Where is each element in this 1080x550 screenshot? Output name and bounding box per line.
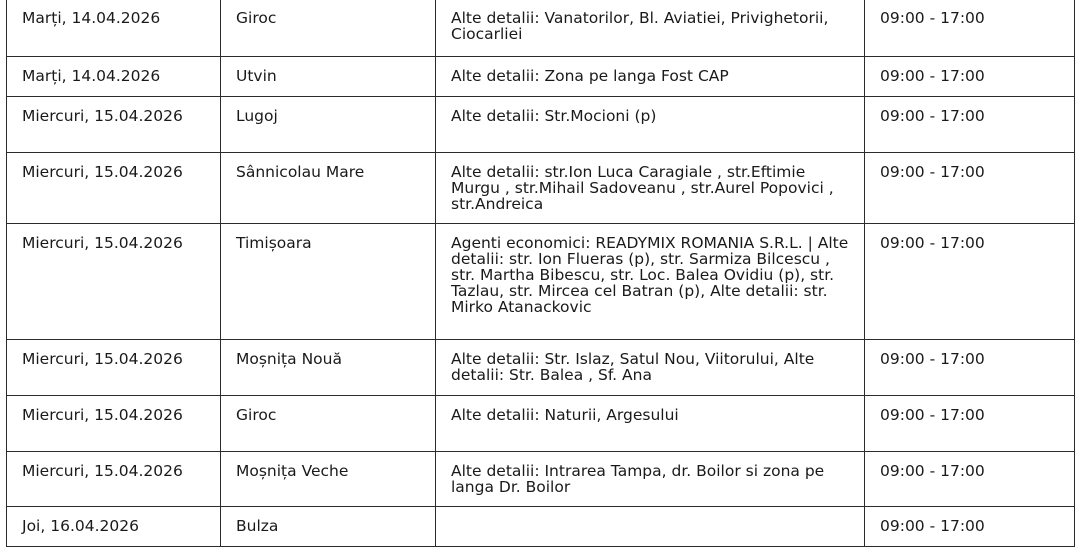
time-cell: 09:00 - 17:00 xyxy=(865,97,1075,153)
time-cell: 09:00 - 17:00 xyxy=(865,153,1075,224)
table-row xyxy=(7,340,1075,396)
details-cell: Alte detalii: Vanatorilor, Bl. Aviatiei, Privighetorii, Ciocarliei xyxy=(436,0,865,57)
location-cell: Sânnicolau Mare xyxy=(221,153,436,224)
time-cell: 09:00 - 17:00 xyxy=(865,507,1075,547)
details-cell: Alte detalii: Str. Islaz, Satul Nou, Viitorului, Alte detalii: Str. Balea , Sf. Ana xyxy=(436,340,865,396)
date-cell: Marți, 14.04.2026 xyxy=(7,57,221,97)
time-cell: 09:00 - 17:00 xyxy=(865,396,1075,452)
location-cell: Bulza xyxy=(221,507,436,547)
table-row xyxy=(7,97,1075,153)
location-cell: Moșnița Veche xyxy=(221,452,436,507)
location-cell: Giroc xyxy=(221,0,436,57)
table-row xyxy=(7,224,1075,340)
outage-schedule-table xyxy=(6,0,1075,547)
details-cell: Alte detalii: Zona pe langa Fost CAP xyxy=(436,57,865,97)
table-row xyxy=(7,153,1075,224)
date-cell: Miercuri, 15.04.2026 xyxy=(7,224,221,340)
date-cell: Marți, 14.04.2026 xyxy=(7,0,221,57)
table-row xyxy=(7,57,1075,97)
date-cell: Joi, 16.04.2026 xyxy=(7,507,221,547)
table-row xyxy=(7,452,1075,507)
time-cell: 09:00 - 17:00 xyxy=(865,452,1075,507)
table-row xyxy=(7,0,1075,57)
table-row xyxy=(7,507,1075,547)
date-cell: Miercuri, 15.04.2026 xyxy=(7,396,221,452)
details-cell: Alte detalii: Str.Mocioni (p) xyxy=(436,97,865,153)
details-cell: Agenti economici: READYMIX ROMANIA S.R.L. | Alte detalii: str. Ion Flueras (p), str. Sarmiza Bilcescu , str. Martha Bibescu, str. Loc. Balea Ovidiu (p), str. Tazlau, str. Mircea cel Batran (p), Alte detalii: str. Mirko Atanackovic xyxy=(436,224,865,340)
location-cell: Utvin xyxy=(221,57,436,97)
date-cell: Miercuri, 15.04.2026 xyxy=(7,153,221,224)
table-row xyxy=(7,396,1075,452)
location-cell: Timișoara xyxy=(221,224,436,340)
time-cell: 09:00 - 17:00 xyxy=(865,340,1075,396)
date-cell: Miercuri, 15.04.2026 xyxy=(7,340,221,396)
time-cell: 09:00 - 17:00 xyxy=(865,0,1075,57)
details-cell: Alte detalii: Naturii, Argesului xyxy=(436,396,865,452)
location-cell: Giroc xyxy=(221,396,436,452)
time-cell: 09:00 - 17:00 xyxy=(865,224,1075,340)
details-cell: Alte detalii: str.Ion Luca Caragiale , str.Eftimie Murgu , str.Mihail Sadoveanu , str.Aurel Popovici , str.Andreica xyxy=(436,153,865,224)
details-cell xyxy=(436,507,865,547)
location-cell: Moșnița Nouă xyxy=(221,340,436,396)
location-cell: Lugoj xyxy=(221,97,436,153)
date-cell: Miercuri, 15.04.2026 xyxy=(7,452,221,507)
date-cell: Miercuri, 15.04.2026 xyxy=(7,97,221,153)
time-cell: 09:00 - 17:00 xyxy=(865,57,1075,97)
details-cell: Alte detalii: Intrarea Tampa, dr. Boilor si zona pe langa Dr. Boilor xyxy=(436,452,865,507)
